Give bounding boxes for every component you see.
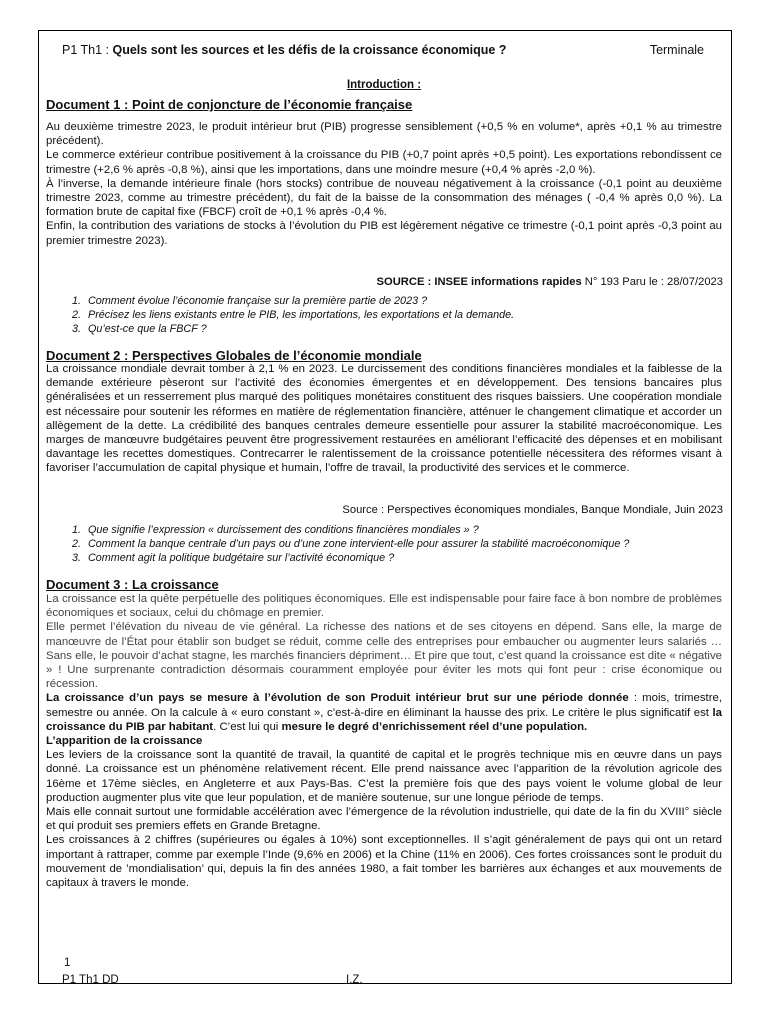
doc1-paragraph: Le commerce extérieur contribue positivement à la croissance du PIB (+0,7 point après +0,5 point). Les exportations rebondissent ce trimestre (+2,6 % après -0,8 %), ainsi que les importations, dans une moindre mesure (+0,4 % après -2,0 %).	[46, 149, 722, 176]
intro-heading: Introduction :	[346, 79, 422, 91]
doc1-source	[377, 276, 723, 288]
course-code: P1 Th1 :	[62, 43, 113, 57]
doc3-text-span: . C’est lui qui	[213, 720, 282, 733]
doc2-paragraph: La croissance mondiale devrait tomber à 2,1 % en 2023. Le durcissement des conditions financières mondiales et la faiblesse de la demande extérieure pèseront sur l’activité des économies émergentes et en développement. Des tensions bancaires plus généralisées et un resserrement plus marqué des politiques monétaires constituent des risques baissiers. Une coopération mondiale est nécessaire pour soutenir les réformes en matière de réglementation financière, atténuer le changement climatique et accorder un allègement de la dette. La crédibilité des banques centrales demeure essentielle pour assurer la stabilité macroéconomique. Les marges de manœuvre budgétaires peuvent être progressivement restaurées en améliorant l’efficacité des dépenses et en mobilisant davantage les recettes domestiques. Contrecarrer le ralentissement de la croissance potentielle nécessitera des réformes visant à favoriser l’accumulation de capital physique et humain, l’offre de travail, la productivité des services et le commerce.	[46, 363, 722, 475]
page-number: 1	[64, 957, 71, 969]
question-item: 1. Comment évolue l’économie française sur la première partie de 2023 ?	[84, 294, 734, 308]
page-title: Quels sont les sources et les défis de la croissance économique ?	[112, 43, 507, 57]
footer-left-text: P1 Th1 DD	[62, 974, 119, 986]
doc2-title: Document 2 : Perspectives Globales de l’économie mondiale	[46, 348, 422, 363]
doc2-source: Source : Perspectives économiques mondiales, Banque Mondiale, Juin 2023	[342, 504, 723, 516]
doc3-title: Document 3 : La croissance	[46, 577, 219, 592]
doc2-text	[46, 362, 722, 476]
doc3-text	[46, 592, 722, 890]
doc1-source-ref: N° 193 Paru le : 28/07/2023	[581, 276, 723, 288]
question-item: 2. Comment la banque centrale d’un pays ou d’une zone intervient-elle pour assurer la stabilité macroéconomique ?	[84, 537, 734, 551]
footer-author: I.Z.	[346, 974, 363, 986]
doc3-paragraph: La croissance est la quête perpétuelle des politiques économiques. Elle est indispensable pour faire face à bon nombre de problèmes économiques et sociaux, celui du chômage en premier.	[46, 593, 722, 620]
doc3-paragraph: Elle permet l’élévation du niveau de vie général. La richesse des nations et de ses citoyens en dépend. Sans elle, la marge de manœuvre de l’État pour établir son budget se réduit, comme celle des entreprises pour embaucher ou augmenter leurs salariés … Sans elle, le pouvoir d’achat stagne, les marchés financiers dépriment… Et pire que tout, c’est quand la croissance est dite « négative » ! Une surprenante contradiction désormais couramment employée pour éviter les mots qui font peur : crise économique ou récession.	[46, 621, 722, 691]
doc3-subheading-text: L’apparition de la croissance	[46, 735, 203, 748]
doc3-subheading	[46, 734, 722, 748]
doc1-source-org: SOURCE : INSEE informations rapides	[376, 276, 582, 288]
doc3-paragraph-measure	[46, 691, 722, 734]
doc2-questions	[64, 523, 734, 565]
doc3-bold-text: La croissance d’un pays se mesure à l’évolution de son Produit intérieur brut sur une période donnée	[46, 692, 629, 705]
doc1-paragraph: À l’inverse, la demande intérieure finale (hors stocks) contribue de nouveau négativement à la croissance (-0,1 point au deuxième trimestre 2023, comme au trimestre précédent), du fait de la baisse de la consommation des ménages ( -0,4 % après 0,0 %). La formation brute de capital fixe (FBCF) croît de +0,1 % après -0,4 %.	[46, 177, 722, 219]
page-header	[62, 43, 712, 57]
doc3-bold-text: la croissance du PIB par habitant	[46, 706, 722, 733]
question-item: 2. Précisez les liens existants entre le PIB, les importations, les exportations et la demande.	[84, 308, 734, 322]
question-item: 3. Comment agit la politique budgétaire sur l’activité économique ?	[84, 551, 734, 565]
doc1-title: Document 1 : Point de conjoncture de l’économie française	[46, 97, 413, 112]
doc3-paragraph: Les croissances à 2 chiffres (supérieures ou égales à 10%) sont exceptionnelles. Il s’agit généralement de pays qui ont un retard important à rattraper, comme par exemple l’Inde (9,6% en 2006) et la Chine (11% en 2006). Ces fortes croissances sont le produit du mouvement de ’mondialisation’ qui, depuis la fin des années 1980, a fait tomber les barrières aux échanges et aux mouvements de capitaux à travers le monde.	[46, 834, 722, 890]
question-item: 1. Que signifie l’expression « durcissement des conditions financières mondiales » ?	[84, 523, 734, 537]
doc1-questions	[64, 294, 734, 336]
question-item: 3. Qu’est-ce que la FBCF ?	[84, 322, 734, 336]
doc1-paragraph: Au deuxième trimestre 2023, le produit intérieur brut (PIB) progresse sensiblement (+0,5 % en volume*, après +0,1 % au trimestre précédent).	[46, 121, 722, 148]
class-level: Terminale	[649, 43, 704, 57]
doc1-text	[46, 120, 722, 248]
doc3-text-span: : mois, trimestre, semestre ou année. On la calcule à « euro constant », c’est-à-dire en éliminant la hausse des prix. Le critère le plus significatif est	[46, 692, 723, 719]
doc3-bold-text: mesure le degré d’enrichissement réel d’une population.	[281, 720, 588, 733]
doc3-paragraph: Les leviers de la croissance sont la quantité de travail, la quantité de capital et le progrès technique mis en œuvre dans un pays donné. La croissance est un phénomène relativement récent. Elle prend naissance avec l’apparition de la révolution agricole des 16ème et 17ème siècles, en Angleterre et aux Pays-Bas. C’est la première fois que des pays voient le volume global de leur production augmenter plus vite que leur population, et de manière soutenue, sur une longue période de temps.	[46, 749, 722, 804]
doc1-paragraph: Enfin, la contribution des variations de stocks à l’évolution du PIB est légèrement négative ce trimestre (-0,1 point après -0,3 point au premier trimestre 2023).	[46, 220, 722, 247]
doc3-paragraph: Mais elle connait surtout une formidable accélération avec l’émergence de la révolution industrielle, qui date de la fin du XVIII° siècle et qui produit ses premiers effets en Grande Bretagne.	[46, 806, 722, 833]
